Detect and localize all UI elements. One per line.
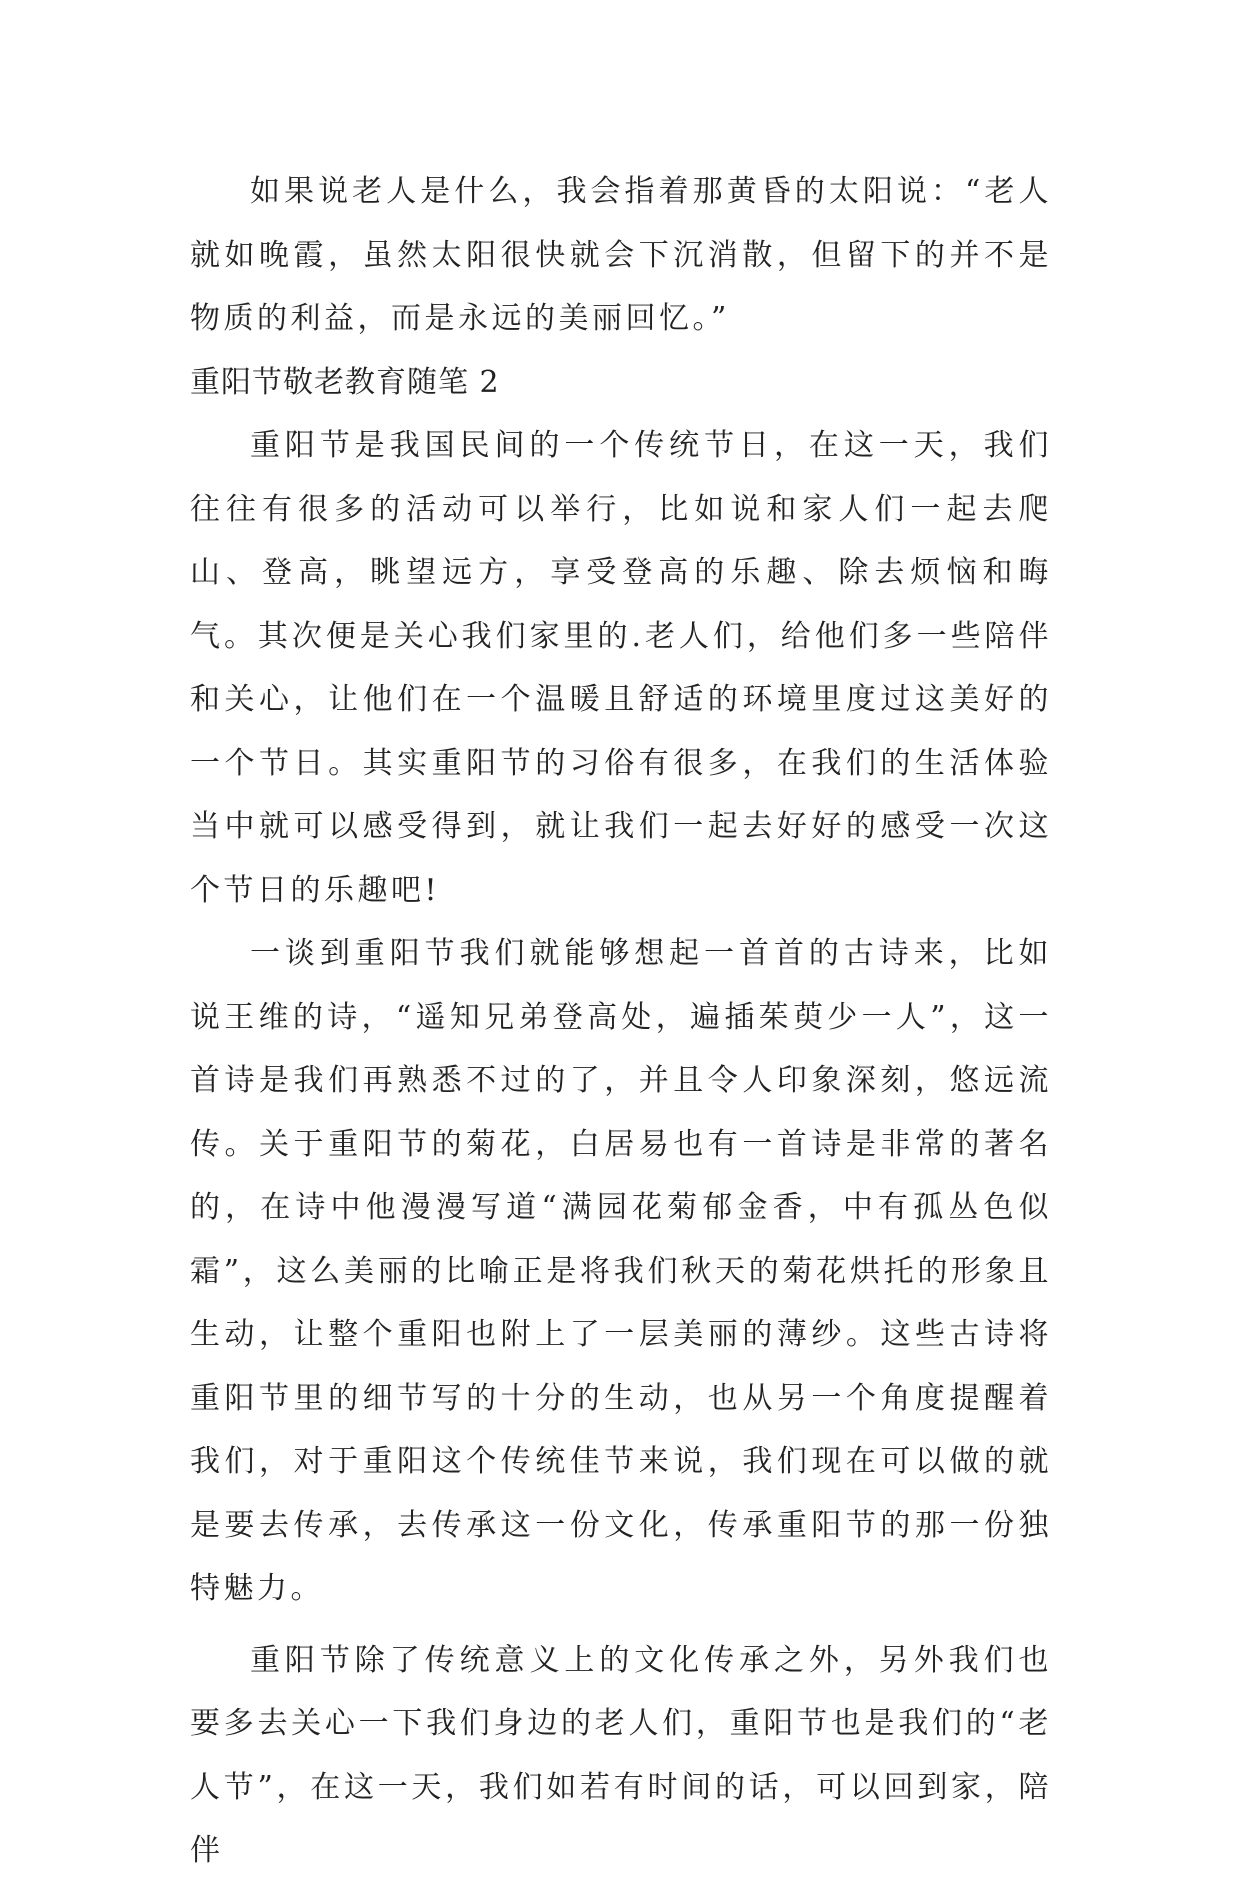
section-heading: 重阳节敬老教育随笔 2 xyxy=(190,364,500,400)
paragraph-caring-elders: 重阳节除了传统意义上的文化传承之外，另外我们也要多去关心一下我们身边的老人们，重阳节也是我们的“老人节”，在这一天，我们如若有时间的话，可以回到家，陪伴 xyxy=(190,1642,1052,1868)
paragraph-elder-sunset: 如果说老人是什么，我会指着那黄昏的太阳说：“老人就如晚霞，虽然太阳很快就会下沉消散，但留下的并不是物质的利益，而是永远的美丽回忆。” xyxy=(190,174,1052,336)
paragraph-spacer xyxy=(190,1621,1052,1629)
paragraph-festival-activities: 重阳节是我国民间的一个传统节日，在这一天，我们往往有很多的活动可以举行，比如说和家人们一起去爬山、登高，眺望远方，享受登高的乐趣、除去烦恼和晦气。其次便是关心我们家里的.老人们，给他们多一些陪伴和关心，让他们在一个温暖且舒适的环境里度过这美好的一个节日。其实重阳节的习俗有很多，在我们的生活体验当中就可以感受得到，就让我们一起去好好的感受一次这个节日的乐趣吧! xyxy=(190,428,1052,908)
paragraph-ancient-poems: 一谈到重阳节我们就能够想起一首首的古诗来，比如说王维的诗，“遥知兄弟登高处，遍插茱萸少一人”，这一首诗是我们再熟悉不过的了，并且令人印象深刻，悠远流传。关于重阳节的菊花，白居易也有一首诗是非常的著名的，在诗中他漫漫写道“满园花菊郁金香，中有孤丛色似霜”，这么美丽的比喻正是将我们秋天的菊花烘托的形象且生动，让整个重阳也附上了一层美丽的薄纱。这些古诗将重阳节里的细节写的十分的生动，也从另一个角度提醒着我们，对于重阳这个传统佳节来说，我们现在可以做的就是要去传承，去传承这一份文化，传承重阳节的那一份独特魅力。 xyxy=(190,936,1052,1606)
document-body xyxy=(190,160,1052,1883)
